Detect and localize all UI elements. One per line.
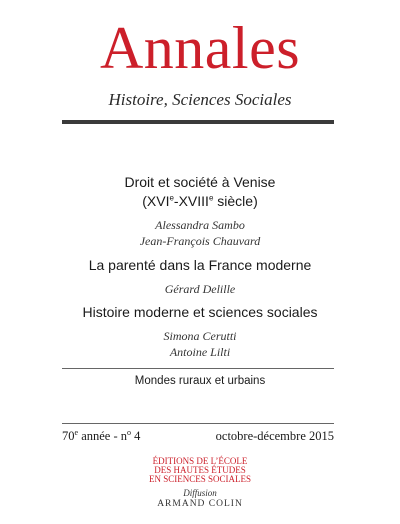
title-divider <box>62 120 334 124</box>
distributor-name: ARMAND COLIN <box>157 499 243 509</box>
author-lilti: Antoine Lilti <box>169 345 231 359</box>
extra-section-title: Mondes ruraux et urbains <box>134 375 266 387</box>
issue-number: 70e année - $n^o$ 4 <box>62 427 141 443</box>
publisher-line3: EN SCIENCES SOCIALES <box>148 474 251 484</box>
section-divider <box>62 368 334 369</box>
journal-subtitle: Histoire, Sciences Sociales <box>108 90 292 109</box>
author-cerutti: Simona Cerutti <box>163 329 237 343</box>
section-title-venise-line2: (XVIe-XVIIIe siècle) <box>142 193 258 209</box>
author-chauvard: Jean-François Chauvard <box>139 234 261 248</box>
publisher-line2: DES HAUTES ÉTUDES <box>154 465 246 475</box>
journal-title: Annales <box>99 15 301 81</box>
diffusion-label: Diffusion <box>183 488 217 498</box>
section-title-histoire-moderne: Histoire moderne et sciences sociales <box>82 304 318 320</box>
author-delille: Gérard Delille <box>164 282 236 296</box>
publisher-line1: ÉDITIONS DE L’ÉCOLE <box>152 456 248 466</box>
issue-period: octobre-décembre 2015 <box>215 429 334 443</box>
author-sambo: Alessandra Sambo <box>155 218 245 232</box>
section-title-venise-line1: Droit et société à Venise <box>124 174 276 190</box>
footer-divider <box>62 423 334 424</box>
section-title-parente: La parenté dans la France moderne <box>88 257 312 273</box>
